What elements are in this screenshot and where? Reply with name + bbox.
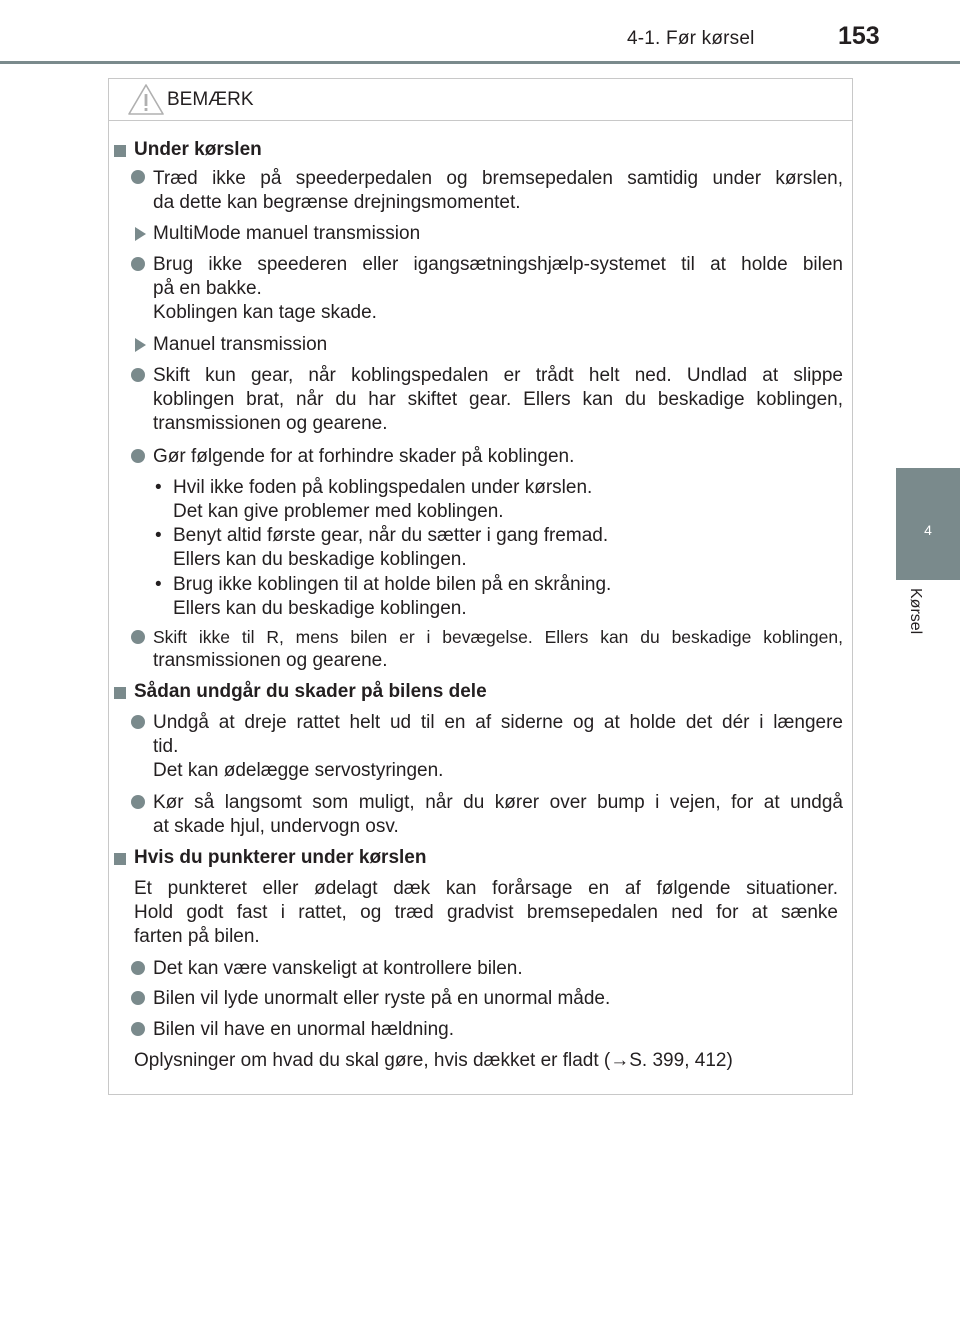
page-number: 153 bbox=[838, 22, 880, 50]
text-line: på en bakke. bbox=[153, 278, 262, 299]
section-marker bbox=[114, 145, 126, 157]
bullet-icon bbox=[131, 368, 145, 382]
bullet-icon bbox=[131, 1022, 145, 1036]
text-line: tid. bbox=[153, 736, 179, 757]
sub-heading-arrow-icon bbox=[135, 227, 146, 241]
page-reference: Oplysninger om hvad du skal gøre, hvis dækket er fladt (→S. 399, 412) bbox=[134, 1050, 733, 1071]
chapter-label: Kørsel bbox=[907, 588, 924, 635]
list-bullet: • bbox=[155, 477, 162, 498]
bullet-icon bbox=[131, 257, 145, 271]
bullet-icon bbox=[131, 991, 145, 1005]
text-line: Et punkteret eller ødelagt dæk kan forårsage en af følgende situationer. bbox=[134, 878, 838, 899]
sub-heading-arrow-icon bbox=[135, 338, 146, 352]
text-line: Bilen vil have en unormal hældning. bbox=[153, 1019, 455, 1040]
section-heading: Sådan undgår du skader på bilens dele bbox=[134, 681, 487, 702]
list-item: Ellers kan du beskadige koblingen. bbox=[173, 598, 467, 619]
notice-box bbox=[108, 78, 853, 1095]
bullet-icon bbox=[131, 449, 145, 463]
list-bullet: • bbox=[155, 574, 162, 595]
sub-heading: MultiMode manuel transmission bbox=[153, 223, 421, 244]
list-bullet: • bbox=[155, 525, 162, 546]
header-rule bbox=[0, 61, 960, 64]
list-item: Benyt altid første gear, når du sætter i gang fremad. bbox=[173, 525, 609, 546]
sub-heading: Manuel transmission bbox=[153, 334, 328, 355]
text-line: transmissionen og gearene. bbox=[153, 650, 388, 671]
notice-title: BEMÆRK bbox=[167, 89, 254, 110]
section-marker bbox=[114, 853, 126, 865]
list-item: Hvil ikke foden på koblingspedalen under kørslen. bbox=[173, 477, 593, 498]
list-item: Ellers kan du beskadige koblingen. bbox=[173, 549, 467, 570]
list-item: Det kan give problemer med koblingen. bbox=[173, 501, 504, 522]
text-line: Undgå at dreje rattet helt ud til en af siderne og at holde det dér i længere bbox=[153, 712, 843, 733]
bullet-icon bbox=[131, 961, 145, 975]
list-item: Brug ikke koblingen til at holde bilen på en skråning. bbox=[173, 574, 612, 595]
bullet-icon bbox=[131, 795, 145, 809]
notice-header bbox=[109, 79, 852, 121]
text-line: Gør følgende for at forhindre skader på koblingen. bbox=[153, 446, 575, 467]
bullet-icon bbox=[131, 630, 145, 644]
bullet-icon bbox=[131, 170, 145, 184]
warning-triangle-icon bbox=[128, 84, 164, 115]
text-line: Det kan være vanskeligt at kontrollere bilen. bbox=[153, 958, 523, 979]
text-line: Hold godt fast i rattet, og træd gradvist bremsepedalen ned for at sænke bbox=[134, 902, 838, 923]
section-marker bbox=[114, 687, 126, 699]
text-line: Brug ikke speederen eller igangsætningshjælp-systemet til at holde bilen bbox=[153, 254, 843, 275]
text-line: at skade hjul, undervogn osv. bbox=[153, 816, 399, 837]
text-line: da dette kan begrænse drejningsmomentet. bbox=[153, 192, 521, 213]
text-line: Koblingen kan tage skade. bbox=[153, 302, 377, 323]
text-line: koblingen brat, når du har skiftet gear. Ellers kan du beskadige koblingen, bbox=[153, 389, 843, 410]
chapter-number: 4 bbox=[924, 522, 932, 538]
text-line: Skift kun gear, når koblingspedalen er trådt helt ned. Undlad at slippe bbox=[153, 365, 843, 386]
text-line: Kør så langsomt som muligt, når du kører over bump i vejen, for at undgå bbox=[153, 792, 843, 813]
text-line: Det kan ødelægge servostyringen. bbox=[153, 760, 444, 781]
text-line: Skift ikke til R, mens bilen er i bevægelse. Ellers kan du beskadige koblingen, bbox=[153, 627, 843, 647]
text-line: farten på bilen. bbox=[134, 926, 260, 947]
section-heading: Hvis du punkterer under kørslen bbox=[134, 847, 427, 868]
section-heading: Under kørslen bbox=[134, 139, 262, 160]
text-line: Træd ikke på speederpedalen og bremsepedalen samtidig under kørslen, bbox=[153, 168, 843, 189]
text-line: transmissionen og gearene. bbox=[153, 413, 388, 434]
text-line: Bilen vil lyde unormalt eller ryste på en unormal måde. bbox=[153, 988, 611, 1009]
bullet-icon bbox=[131, 715, 145, 729]
section-title: 4-1. Før kørsel bbox=[627, 28, 755, 49]
